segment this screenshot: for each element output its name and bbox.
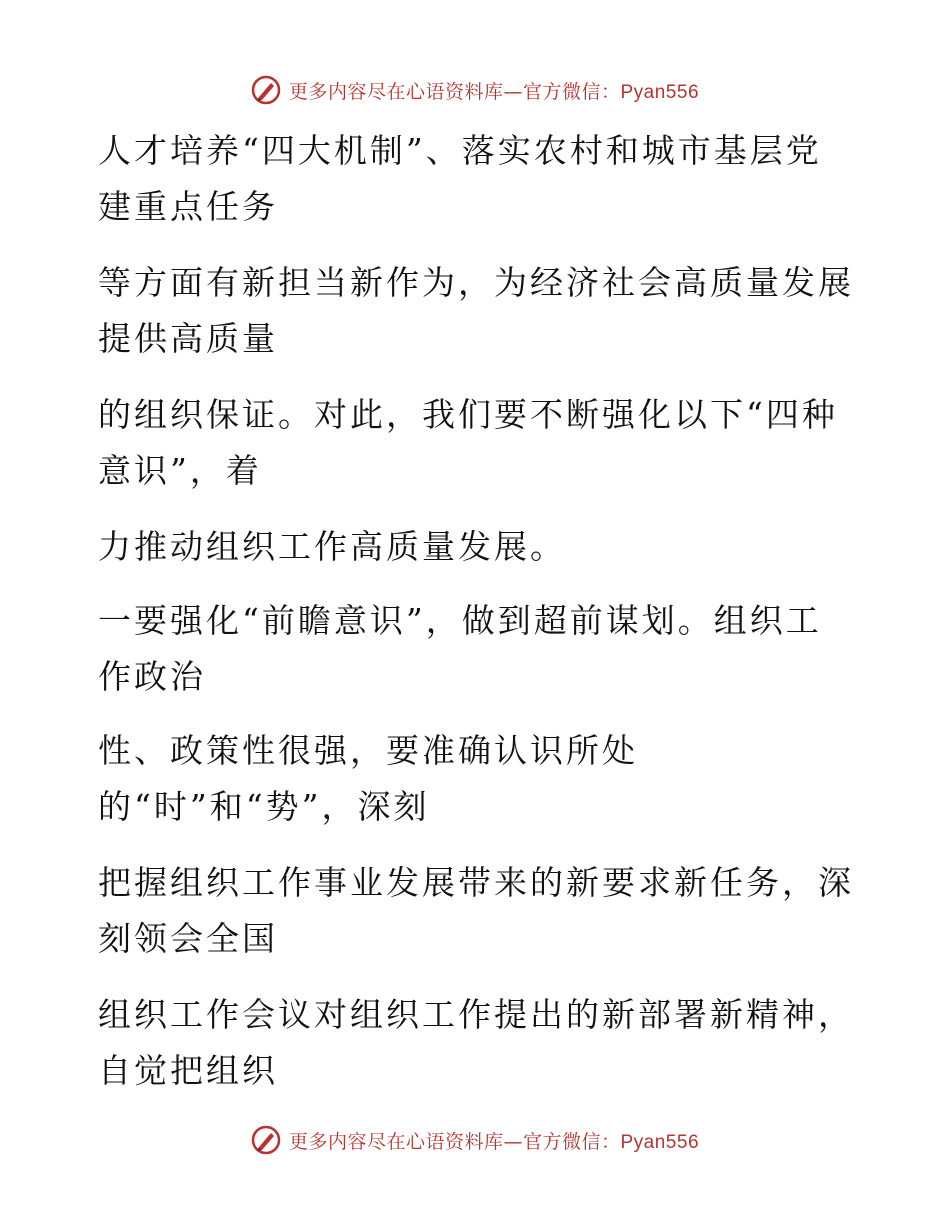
body-line: 的组织保证。对此，我们要不断强化以下“四种 [98,395,838,434]
body-line: 建重点任务 [98,187,278,226]
header-watermark [0,70,950,110]
watermark-text [289,1127,699,1154]
body-line: 等方面有新担当新作为，为经济社会高质量发展 [98,263,854,302]
watermark-dash: — [503,80,523,103]
watermark-wechat-label: 官方微信： [522,80,621,103]
pen-logo-icon [251,75,281,105]
pen-logo-icon [251,1125,281,1155]
body-line: 人才培养“四大机制”、落实农村和城市基层党 [98,131,822,170]
body-line: 组织工作会议对组织工作提出的新部署新精神， [98,995,854,1034]
watermark-dash: — [503,1130,523,1153]
body-line: 的“时”和“势”，深刻 [98,787,430,826]
body-line: 一要强化“前瞻意识”，做到超前谋划。组织工 [98,601,822,640]
body-line: 性、政策性很强，要准确认识所处 [98,731,638,770]
body-line: 把握组织工作事业发展带来的新要求新任务，深 [98,863,854,902]
watermark-main: 更多内容尽在心语资料库 [288,80,504,103]
body-line: 力推动组织工作高质量发展。 [98,527,566,566]
watermark-wechat-label: 官方微信： [522,1130,621,1153]
body-line: 自觉把组织 [98,1051,278,1090]
watermark-text [289,77,699,104]
body-line: 提供高质量 [98,319,278,358]
footer-watermark [0,1120,950,1160]
body-line: 意识”，着 [98,451,262,490]
body-line: 作政治 [98,657,206,696]
watermark-wechat-id: Pyan556 [620,81,700,103]
watermark-main: 更多内容尽在心语资料库 [288,1130,504,1153]
watermark-wechat-id: Pyan556 [620,1131,700,1153]
body-line: 刻领会全国 [98,919,278,958]
